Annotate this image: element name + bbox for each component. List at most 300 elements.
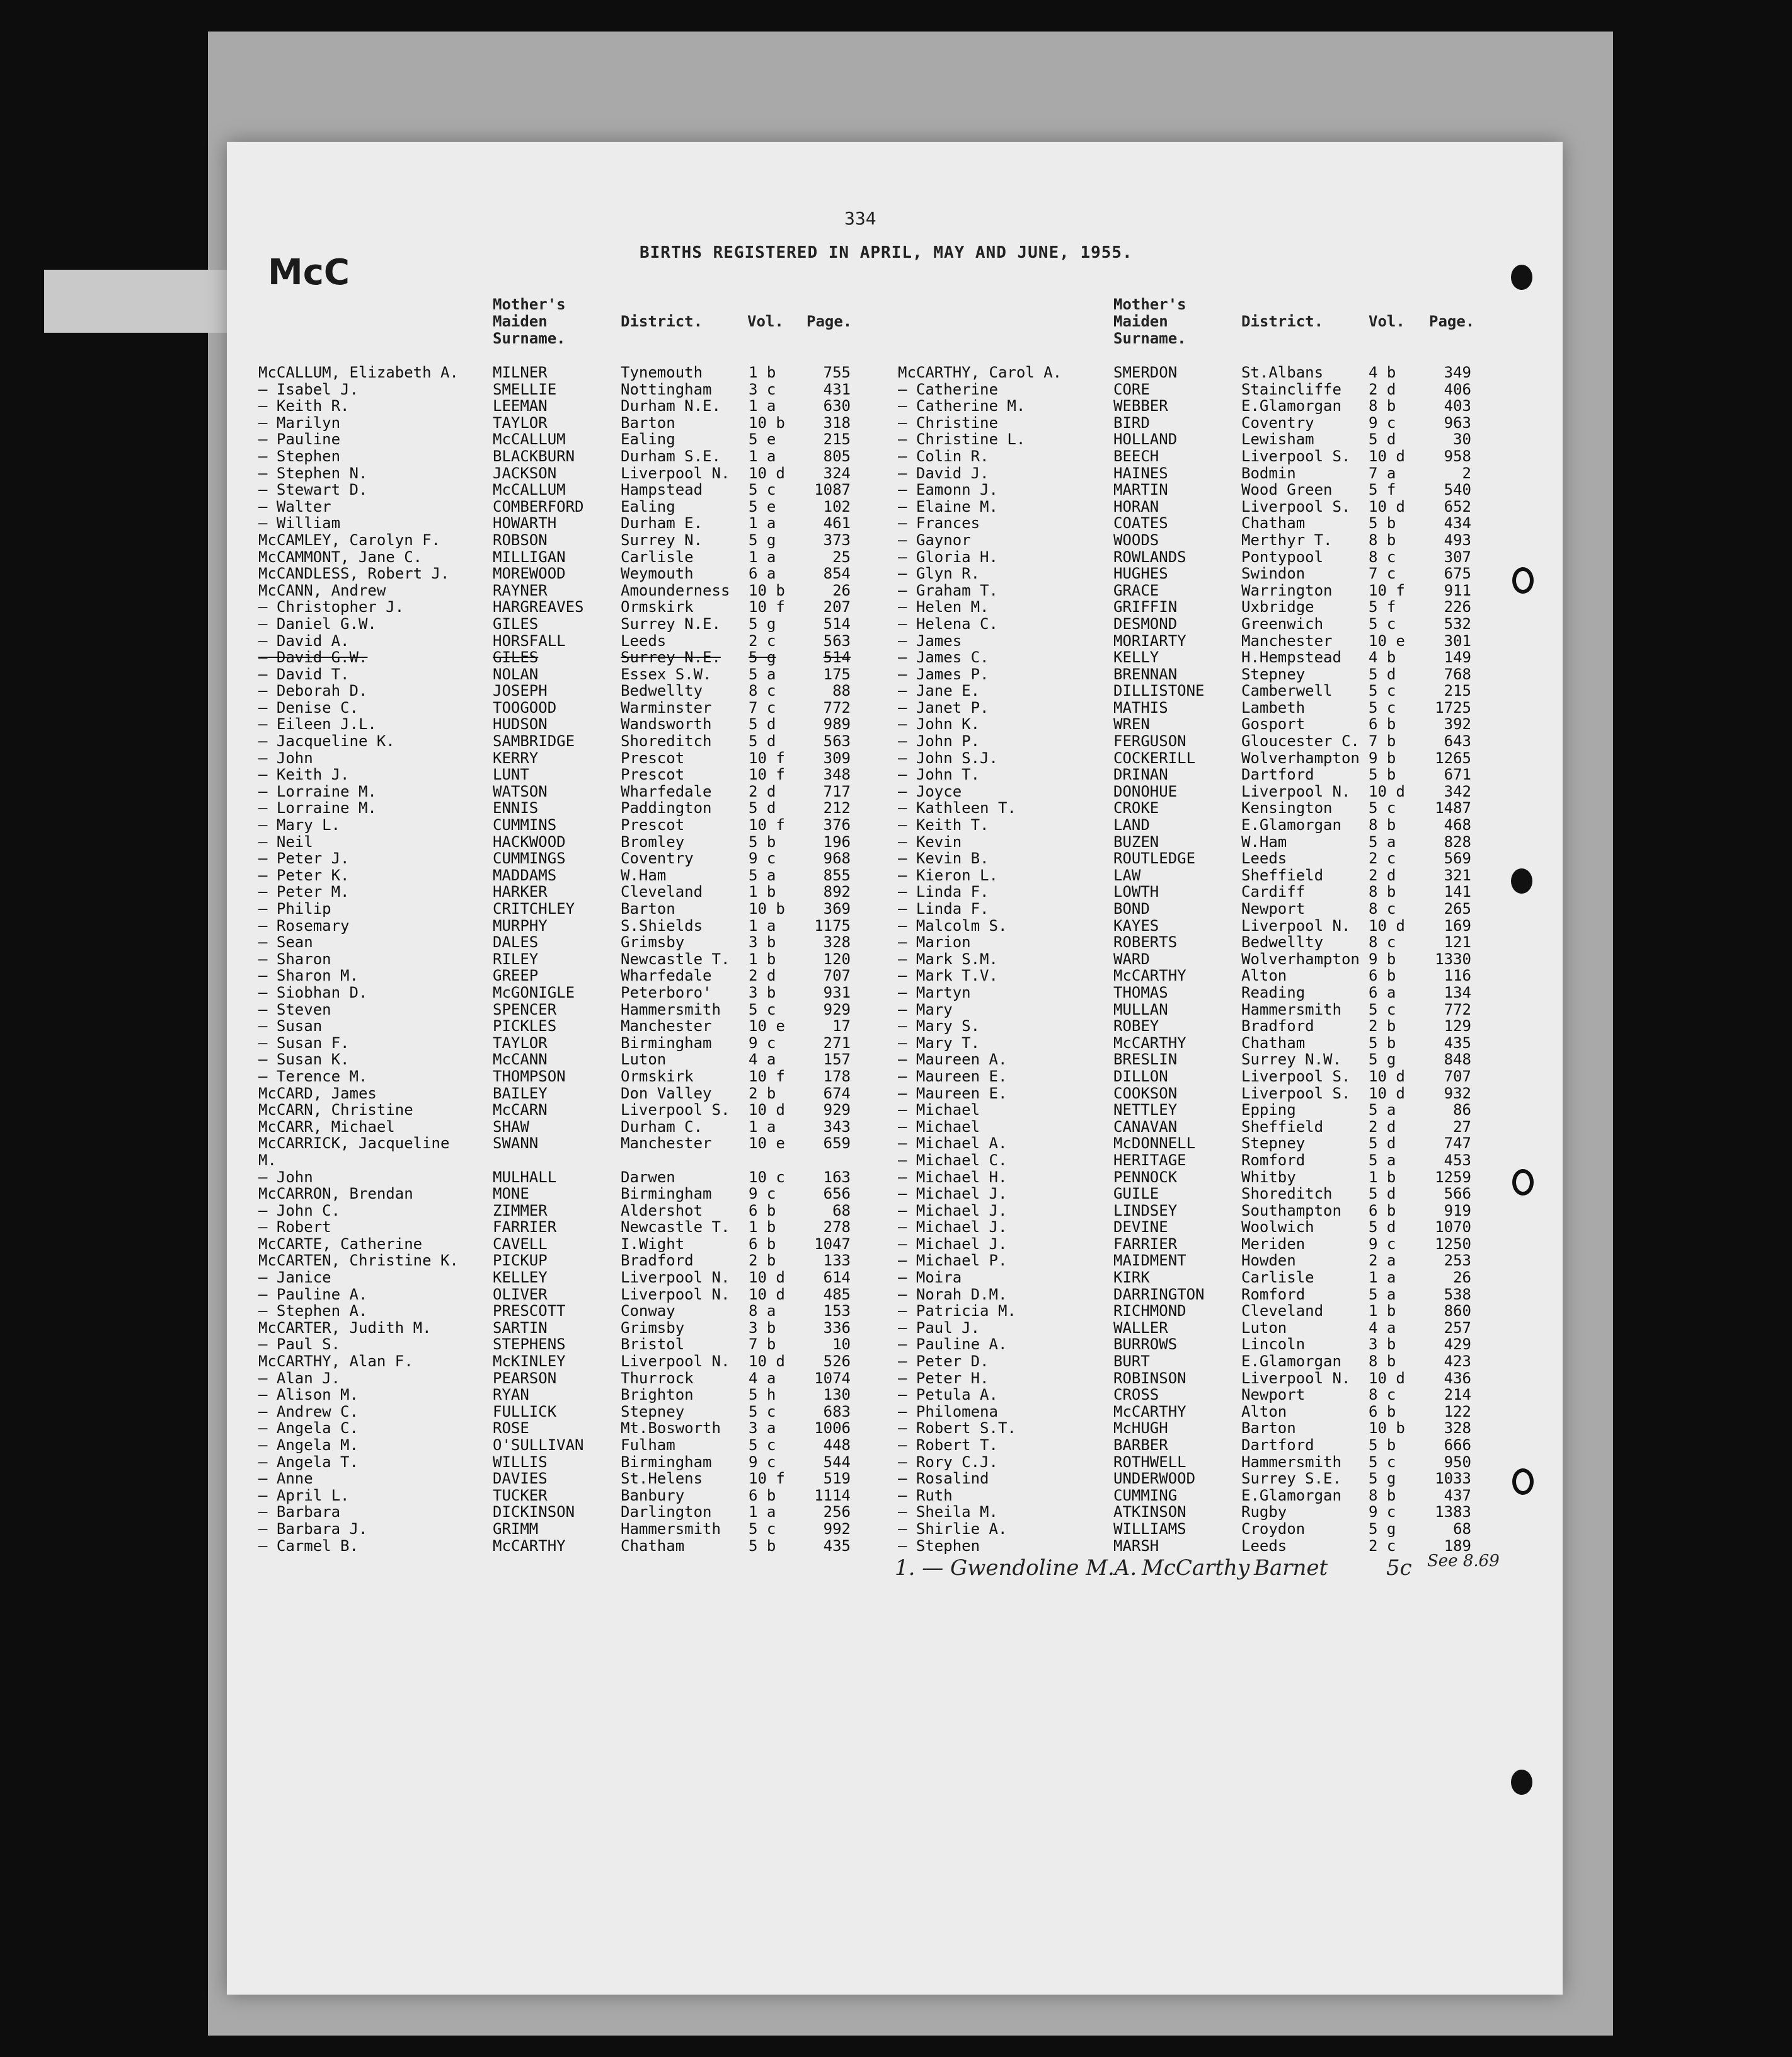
entry-district: Barton [621,900,675,918]
entry-maiden-surname: COATES [1113,514,1168,533]
entry-name: — Eamonn J. [898,481,998,499]
register-entry [258,1538,876,1555]
entry-name: — Mary S. [898,1017,980,1035]
entry-volume: 2 d [1369,866,1396,884]
register-entry [898,1353,1484,1370]
entry-page: 435 [823,1536,851,1555]
register-entry [898,1386,1484,1403]
entry-maiden-surname: McGONIGLE [493,983,575,1001]
register-entry [898,984,1484,1001]
entry-maiden-surname: LAND [1113,816,1150,834]
entry-volume: 7 c [749,698,776,717]
entry-maiden-surname: ROBEY [1113,1017,1159,1035]
register-entry [898,934,1484,951]
entry-page: 656 [823,1185,851,1203]
register-entry [258,850,876,867]
entry-name: McCANDLESS, Robert J. [258,565,450,583]
entry-district: Chatham [621,1536,685,1555]
entry-page: 674 [823,1084,851,1102]
entry-volume: 5 d [1369,1134,1396,1153]
register-entry [898,867,1484,884]
entry-district: Grimsby [621,933,685,952]
entry-name: McCAMMONT, Jane C. [258,548,423,566]
entry-page: 26 [832,581,851,599]
entry-name: — Sharon M. [258,967,359,985]
entry-district: E.Glamorgan [1241,1352,1341,1371]
entry-maiden-surname: ROBSON [493,531,548,549]
register-entry [898,515,1484,532]
entry-maiden-surname: McCALLUM [493,430,566,449]
entry-page: 215 [1444,682,1471,700]
entry-volume: 8 c [1369,548,1396,566]
register-entry [258,1320,876,1337]
register-entry [258,683,876,700]
entry-district: Liverpool N. [621,464,730,482]
register-entry [898,1538,1484,1555]
register-entry [898,817,1484,834]
entry-name: — Denise C. [258,698,359,717]
entry-district: Amounderness [621,581,730,599]
entry-district: Reading [1241,983,1306,1001]
entry-maiden-surname: LAW [1113,866,1141,884]
register-entry [898,381,1484,398]
punch-hole [1512,1468,1534,1495]
entry-volume: 9 c [749,1185,776,1203]
entry-district: Weymouth [621,565,694,583]
entry-name: — Sharon [258,950,331,968]
entry-name: — Stephen [898,1536,980,1555]
entry-volume: 5 a [749,665,776,683]
entry-maiden-surname: BIRD [1113,413,1150,432]
entry-district: Tynemouth [621,364,703,381]
entry-name: — Linda F. [898,883,989,901]
entry-name: — Eileen J.L. [258,715,377,734]
entry-district: Bristol [621,1335,685,1354]
register-entry [898,1252,1484,1269]
entry-page: 214 [1444,1386,1471,1404]
entry-page: 968 [823,850,851,868]
entry-page: 514 [823,614,851,633]
register-entry [258,1437,876,1454]
entry-maiden-surname: HOWARTH [493,514,557,533]
entry-name: — Angela M. [258,1436,359,1454]
entry-volume: 5 a [1369,1285,1396,1303]
entry-volume: 8 a [749,1302,776,1320]
entry-page: 566 [1444,1185,1471,1203]
entry-page: 1087 [814,481,851,499]
entry-page: 1383 [1435,1503,1471,1521]
entry-page: 121 [1444,933,1471,952]
entry-name: — John [258,749,313,767]
entry-name: — Alison M. [258,1386,359,1404]
entry-maiden-surname: PRESCOTT [493,1302,566,1320]
entry-volume: 10 f [749,816,785,834]
entry-page: 189 [1444,1536,1471,1555]
register-entry [258,381,876,398]
register-entry [898,918,1484,935]
entry-maiden-surname: THOMPSON [493,1067,566,1085]
entry-maiden-surname: SMERDON [1113,364,1178,381]
entry-volume: 9 b [1369,950,1396,968]
register-entry [898,1370,1484,1387]
entry-volume: 1 b [749,883,776,901]
entry-page: 68 [832,1201,851,1219]
entry-page: 563 [823,631,851,650]
entry-district: St.Albans [1241,364,1324,381]
entry-maiden-surname: WREN [1113,715,1150,734]
register-entry [258,750,876,767]
entry-page: 265 [1444,900,1471,918]
register-entry [258,1504,876,1521]
entry-maiden-surname: GRIFFIN [1113,598,1178,616]
entry-volume: 7 c [1369,565,1396,583]
register-entry [898,616,1484,633]
entry-maiden-surname: HOLLAND [1113,430,1178,449]
entry-maiden-surname: STEPHENS [493,1335,566,1354]
register-entry [258,1336,876,1353]
entry-name: — David J. [898,464,989,482]
entry-page: 1330 [1435,950,1471,968]
entry-name: — Martyn [898,983,971,1001]
register-entry [898,1454,1484,1471]
entry-volume: 10 d [749,1101,785,1119]
entry-maiden-surname: HORAN [1113,497,1159,516]
entry-page: 630 [823,397,851,415]
entry-page: 1114 [814,1486,851,1504]
entry-district: Stepney [1241,665,1306,683]
entry-page: 526 [823,1352,851,1371]
register-entry [898,481,1484,498]
entry-maiden-surname: BAILEY [493,1084,548,1102]
entry-maiden-surname: OLIVER [493,1285,548,1303]
handwritten-vol: 5c [1386,1555,1412,1581]
entry-volume: 5 b [1369,1034,1396,1052]
entry-maiden-surname: MADDAMS [493,866,557,884]
entry-maiden-surname: CORE [1113,380,1150,398]
register-entry [258,1370,876,1387]
entry-page: 153 [823,1302,851,1320]
entry-maiden-surname: MURPHY [493,916,548,935]
entry-maiden-surname: MATHIS [1113,698,1168,717]
entry-volume: 5 g [749,531,776,549]
entry-volume: 10 b [1369,1419,1405,1438]
register-entry [898,1403,1484,1420]
entry-name: — James [898,631,962,650]
entry-volume: 5 c [1369,1000,1396,1018]
entry-name: — Gaynor [898,531,971,549]
entry-name: — Stephen N. [258,464,368,482]
header-vol: Vol. [747,313,784,330]
entry-district: Southampton [1241,1201,1341,1219]
entry-page: 931 [823,983,851,1001]
entry-maiden-surname: ROSE [493,1419,529,1438]
entry-volume: 8 b [1369,816,1396,834]
entry-maiden-surname: FARRIER [1113,1235,1178,1253]
page-number: 334 [844,208,876,229]
entry-name: McCARN, Christine [258,1101,413,1119]
entry-volume: 9 b [1369,749,1396,767]
entry-name: — Janice [258,1269,331,1287]
entry-maiden-surname: McCARTHY [1113,967,1186,985]
register-entry [258,934,876,951]
entry-maiden-surname: McCARTHY [493,1536,566,1555]
entry-page: 301 [1444,631,1471,650]
register-entry [898,582,1484,599]
entry-volume: 8 b [1369,397,1396,415]
entry-page: 207 [823,598,851,616]
entry-volume: 10 d [1369,497,1405,516]
entry-name: M. [258,1151,277,1169]
entry-district: Ealing [621,497,675,516]
register-entry [898,783,1484,800]
entry-district: Stepney [621,1402,685,1420]
header-line: Maiden [493,313,548,330]
register-entry [898,1135,1484,1152]
entry-name: — Lorraine M. [258,799,377,817]
entry-maiden-surname: DICKINSON [493,1503,575,1521]
entry-page: 453 [1444,1151,1471,1169]
entry-volume: 6 b [1369,715,1396,734]
entry-maiden-surname: SARTIN [493,1318,548,1337]
entry-name: — April L. [258,1486,350,1504]
entry-district: Leeds [621,631,667,650]
entry-district: W.Ham [621,866,667,884]
entry-volume: 5 d [749,715,776,734]
entry-volume: 5 c [1369,1453,1396,1471]
entry-name: — Philomena [898,1402,998,1420]
entry-maiden-surname: ROWLANDS [1113,548,1186,566]
register-entry [898,1336,1484,1353]
entry-volume: 8 b [1369,1352,1396,1371]
entry-name: — John K. [898,715,980,734]
entry-maiden-surname: SAMBRIDGE [493,732,575,751]
entry-volume: 1 b [749,1218,776,1236]
register-entry [258,884,876,901]
index-tab [44,270,227,333]
register-entry [898,750,1484,767]
entry-page: 1047 [814,1235,851,1253]
entry-name: — John S.J. [898,749,998,767]
entry-volume: 9 c [749,1453,776,1471]
entry-name: — Christine [898,413,998,432]
entry-volume: 10 d [749,1285,785,1303]
entry-name: McCARTER, Judith M. [258,1318,432,1337]
entry-district: Leeds [1241,850,1287,868]
entry-maiden-surname: FARRIER [493,1218,557,1236]
entry-maiden-surname: COMBERFORD [493,497,584,516]
entry-district: Wharfedale [621,967,712,985]
entry-district: Wharfedale [621,782,712,800]
entry-district: Paddington [621,799,712,817]
entry-name: — Peter D. [898,1352,989,1371]
entry-district: E.Glamorgan [1241,1486,1341,1504]
entry-district: Darlington [621,1503,712,1521]
entry-district: Bedwellty [621,682,703,700]
entry-name: — Rosalind [898,1470,989,1488]
entry-volume: 3 c [749,380,776,398]
register-entry [898,1504,1484,1521]
entry-page: 772 [823,698,851,717]
register-entry [258,633,876,650]
register-entry [258,549,876,566]
entry-volume: 8 b [1369,531,1396,549]
header-line: Surname. [493,330,566,347]
entry-page: 929 [823,1101,851,1119]
register-entry [898,1018,1484,1035]
entry-name: — Michael J. [898,1235,1008,1253]
entry-page: 519 [823,1470,851,1488]
entry-volume: 5 c [1369,614,1396,633]
entry-volume: 9 c [1369,413,1396,432]
entry-page: 149 [1444,648,1471,667]
register-entry [258,918,876,935]
entry-volume: 10 b [749,413,785,432]
handwritten-name: 1. — Gwendoline M.A. [895,1555,1137,1581]
entry-name: — Walter [258,497,331,516]
register-entry [898,398,1484,415]
entry-maiden-surname: MONE [493,1185,529,1203]
register-entry [898,599,1484,616]
entry-page: 429 [1444,1335,1471,1354]
entry-volume: 1 a [749,397,776,415]
header-line: Surname. [1113,330,1186,347]
entry-maiden-surname: LINDSEY [1113,1201,1178,1219]
entry-volume: 10 c [749,1168,785,1186]
entry-district: Pontypool [1241,548,1324,566]
entry-name: — David G.W. [258,648,368,667]
register-entry [258,867,876,884]
entry-name: — Michael H. [898,1168,1008,1186]
entry-district: Uxbridge [1241,598,1314,616]
entry-name: — Janet P. [898,698,989,717]
entry-page: 563 [823,732,851,751]
entry-volume: 5 h [749,1386,776,1404]
entry-page: 932 [1444,1084,1471,1102]
entry-district: Coventry [621,850,694,868]
entry-volume: 10 f [749,749,785,767]
entry-name: — Keith R. [258,397,350,415]
entry-volume: 7 a [1369,464,1396,482]
entry-page: 855 [823,866,851,884]
entry-page: 435 [1444,1034,1471,1052]
entry-name: — Pauline A. [258,1285,368,1303]
entry-page: 860 [1444,1302,1471,1320]
entry-name: — Gloria H. [898,548,998,566]
entry-name: — Mary [898,1000,953,1018]
entry-volume: 10 f [749,766,785,784]
entry-volume: 5 c [749,1436,776,1454]
entry-maiden-surname: McHUGH [1113,1419,1168,1438]
register-entry [258,431,876,448]
entry-page: 1265 [1435,749,1471,767]
entry-volume: 5 d [1369,1218,1396,1236]
entry-page: 514 [823,648,851,667]
entry-maiden-surname: HAINES [1113,464,1168,482]
entry-name: — Ruth [898,1486,953,1504]
entry-page: 10 [832,1335,851,1354]
entry-maiden-surname: NETTLEY [1113,1101,1178,1119]
entry-name: — Rory C.J. [898,1453,998,1471]
header-page: Page. [807,313,853,330]
register-entry [258,448,876,465]
entry-page: 2 [1462,464,1471,482]
register-entry [898,1202,1484,1219]
entry-volume: 4 a [749,1369,776,1387]
entry-district: Chatham [1241,1034,1306,1052]
entry-volume: 1 b [1369,1168,1396,1186]
entry-volume: 3 b [749,983,776,1001]
register-entry [258,783,876,800]
entry-district: Surrey N.W. [1241,1051,1341,1069]
entry-volume: 8 c [1369,1386,1396,1404]
entry-name: — Marilyn [258,413,341,432]
entry-district: Meriden [1241,1235,1306,1253]
entry-volume: 10 f [749,1067,785,1085]
entry-maiden-surname: CUMMING [1113,1486,1178,1504]
entry-maiden-surname: McCARN [493,1101,548,1119]
entry-volume: 5 d [1369,1185,1396,1203]
entry-volume: 10 f [749,598,785,616]
entry-page: 1725 [1435,698,1471,717]
entry-district: Durham S.E. [621,447,721,465]
entry-name: — Christine L. [898,430,1026,449]
entry-district: Ealing [621,430,675,449]
entry-maiden-surname: DRINAN [1113,766,1168,784]
entry-name: — Andrew C. [258,1402,359,1420]
register-entry [258,984,876,1001]
entry-district: Alton [1241,1402,1287,1420]
entry-page: 659 [823,1134,851,1153]
entry-district: Gosport [1241,715,1306,734]
entry-maiden-surname: ROTHWELL [1113,1453,1186,1471]
entry-district: Alton [1241,967,1287,985]
entry-name: — Michael C. [898,1151,1008,1169]
entry-page: 318 [823,413,851,432]
entry-volume: 5 e [749,430,776,449]
register-entry [898,498,1484,516]
entry-page: 448 [823,1436,851,1454]
entry-maiden-surname: BURT [1113,1352,1150,1371]
entry-maiden-surname: ENNIS [493,799,539,817]
entry-maiden-surname: MILNER [493,364,548,381]
entry-maiden-surname: RILEY [493,950,539,968]
entry-volume: 5 g [1369,1519,1396,1538]
entry-page: 129 [1444,1017,1471,1035]
entry-page: 163 [823,1168,851,1186]
entry-page: 434 [1444,514,1471,533]
entry-name: — Linda F. [898,900,989,918]
entry-page: 309 [823,749,851,767]
entry-page: 256 [823,1503,851,1521]
entry-volume: 2 b [1369,1017,1396,1035]
register-entry [258,716,876,733]
entry-maiden-surname: CAVELL [493,1235,548,1253]
entry-maiden-surname: BRESLIN [1113,1051,1178,1069]
entry-volume: 10 d [749,1352,785,1371]
header-maiden-surname [493,296,566,347]
entry-maiden-surname: MULLAN [1113,1000,1168,1018]
entry-maiden-surname: HUGHES [1113,565,1168,583]
entry-volume: 5 b [1369,766,1396,784]
entry-name: — Helena C. [898,614,998,633]
entry-volume: 2 b [749,1252,776,1270]
entry-district: Aldershot [621,1201,703,1219]
register-entry [898,733,1484,750]
entry-name: — Christopher J. [258,598,405,616]
entry-district: Ormskirk [621,1067,694,1085]
entry-page: 257 [1444,1318,1471,1337]
register-entry [258,951,876,968]
